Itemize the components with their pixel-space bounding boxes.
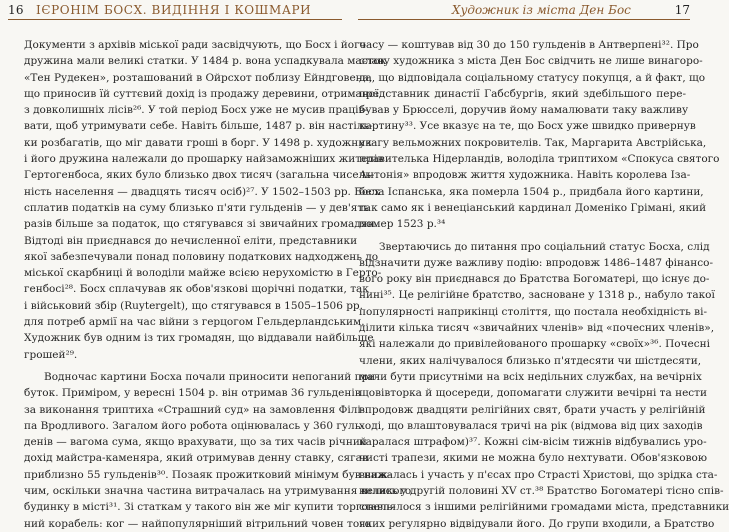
text-line: популярності наприкінці століття, що постала необхідність ві- (359, 305, 707, 318)
left-running-head (8, 3, 311, 17)
text-line: відзначити дуже важливу подію: впродовж 1486–1487 фінансо- (359, 256, 714, 269)
text-line: дохід майстра-каменяра, який отримував денну ставку, сягав (24, 452, 368, 465)
text-line: генбосі²⁸. Босх сплачував як обов'язкові щорічні податки, так (24, 283, 369, 296)
text-line: бував у Брюсселі, доручив йому намалювати таку важливу (359, 104, 689, 117)
text-line: щовівторка й щосереди, допомагати служити вечірні та нести (359, 387, 707, 400)
text-line: якої забезпечували понад половину податкових надходжень до (24, 250, 379, 263)
text-line: правителька Нідерландів, володіла триптихом «Спокуса святого (359, 153, 720, 166)
text-line: що приносив їй суттєвий дохід із продажу деревини, отриманої (24, 87, 379, 100)
text-line: які належали до привілейованого прошарку «своїх»³⁶. Почесні (359, 338, 710, 351)
text-line: сплатив податків на суму близько п'яти гульденів — у дев'ять (24, 201, 369, 214)
text-line: Документи з архівів міської ради засвідчують, що Босх і його (24, 39, 366, 51)
text-line: Гертогенбоса, яких було близько двох тисяч (загальна чисель- (24, 169, 375, 182)
chapter-title-header: Художник із міста Ден Бос (451, 3, 631, 17)
right-page (350, 0, 729, 530)
text-line: Водночас картини Босха почали приносити непоганий при- (44, 370, 379, 383)
right-body-text (359, 37, 729, 532)
text-line: члени, яких налічувалося близько п'ятдесяти чи шістдесяти, (359, 354, 702, 367)
text-line: часу — коштував від 30 до 150 гульденів в Антверпені³². Про (359, 39, 699, 51)
header-rule (358, 19, 690, 20)
text-line: впродовж двадцяти релігійних свят, брати участь у релігійній (359, 403, 706, 416)
text-line: вважалась і участь у п'єсах про Страсті Христові, що зрідка ста- (359, 468, 718, 481)
text-line: каралася штрафом)³⁷. Кожні сім-вісім тижнів відбувались уро- (359, 436, 707, 449)
text-line: приблизно 55 гульденів³⁰. Позаяк прожитковий мінімум був ниж- (24, 468, 392, 481)
text-line: Антонія» впродовж життя художника. Навіть королева Іза- (359, 169, 691, 182)
text-line: бела Іспанська, яка померла 1504 р., придбала його картини, (359, 185, 704, 198)
left-page-number: 16 (8, 3, 24, 17)
text-line: славу художника з міста Ден Бос свідчить не лише винагоро- (359, 55, 703, 68)
text-line: чим, оскільки значна частина витрачалась на утримування великого (24, 485, 412, 498)
text-line: для потреб армії на час війни з герцогом Гельдерландським. (24, 316, 365, 329)
text-line: представник династії Габсбургів, який здебільшого пере- (359, 87, 686, 100)
text-line: да, що відповідала соціальному статусу покупця, а й факт, що (359, 71, 706, 84)
text-line: грошей²⁹. (24, 348, 78, 361)
text-line: картину³³. Усе вказує на те, що Босх уже швидко привернув (359, 120, 696, 133)
text-line: так само як і венеціанський кардинал Доменіко Грімані, який (359, 201, 707, 214)
text-line: разів більше за податок, що стягувався зі звичайних громадян. (24, 218, 378, 231)
text-line: денів — вагома сума, якщо врахувати, що за тих часів річний (24, 436, 367, 449)
header-rule (8, 19, 342, 20)
text-line: ний корабель: ког — найпопулярніший вітрильний човен того (24, 517, 371, 530)
text-line: з довколишніх лісів²⁶. У той період Босх уже не мусив праців- (24, 104, 368, 117)
text-line: нині³⁵. Це релігійне братство, засноване у 1318 р., набуло такої (359, 289, 715, 302)
text-line: за виконання триптиха «Страшний суд» на замовлення Філі- (24, 403, 365, 416)
right-page-number: 17 (674, 3, 690, 17)
text-line: яких регулярно відвідували його. До групи входили, а Братство (359, 517, 715, 530)
text-line: увагу вельможних покровителів. Так, Маргарита Австрійська, (359, 136, 707, 149)
text-line: Художник був одним із тих громадян, що віддавали найбільше (24, 332, 374, 345)
text-line: ділити кілька тисяч «звичайних членів» від «почесних членів», (359, 322, 715, 335)
text-line: міської скарбниці й володіли майже всією нерухомістю в Герто- (24, 267, 382, 280)
text-line: Звертаючись до питання про соціальний статус Босха, слід (379, 240, 710, 253)
text-line: будинку в місті³¹. Зі статкам у такого він же міг купити торговель- (24, 501, 396, 514)
text-line: ході, що влаштовувалася тричі на рік (відмова від цих заходів (359, 419, 703, 432)
text-line: вого року він приєднався до Братства Богоматері, що існує до- (359, 273, 710, 286)
text-line: і його дружина належали до прошарку найзаможніших жителів (24, 153, 384, 166)
text-line: вати, щоб утримувати себе. Навіть більше, 1487 р. він настіль- (24, 120, 373, 133)
text-line: па Вродливого. Загалом його робота оцінювалась у 360 гуль- (24, 419, 364, 432)
text-line: ність населення — двадцять тисяч осіб)²⁷. У 1502–1503 рр. Босх (24, 185, 381, 198)
text-line: буток. Приміром, у вересні 1504 р. він отримав 36 гульденів (24, 387, 361, 400)
text-line: ки розбагатів, що міг давати гроші в борг. У 1498 р. художник (24, 136, 372, 149)
text-line: дружина мали великі статки. У 1484 р. вона успадкувала маєток (24, 55, 387, 68)
book-title-header: ІЄРОНІМ БОСХ. ВИДІННЯ І КОШМАРИ (36, 3, 312, 17)
text-line: чисті трапези, якими не можна було нехтувати. Обов'язковою (359, 452, 707, 465)
right-running-head (452, 3, 690, 17)
text-line: і військовий збір (Ruytergelt), що стягувався в 1505–1506 рр. (24, 299, 363, 312)
text-line: мали бути присутніми на всіх недільних службах, на вечірніх (359, 370, 702, 383)
text-line: ставлялося з іншими релігійними громадами міста, представники (359, 501, 729, 514)
text-line: «Тен Рудекен», розташований в Ойрсхот поблизу Ейндговена, (24, 71, 373, 84)
text-line: вились у другій половині XV ст.³⁸ Братство Богоматері тісно спів- (359, 485, 724, 498)
text-line: помер 1523 р.³⁴ (359, 218, 446, 231)
text-line: Відтоді він приєднався до нечисленної еліти, представники (24, 234, 358, 247)
